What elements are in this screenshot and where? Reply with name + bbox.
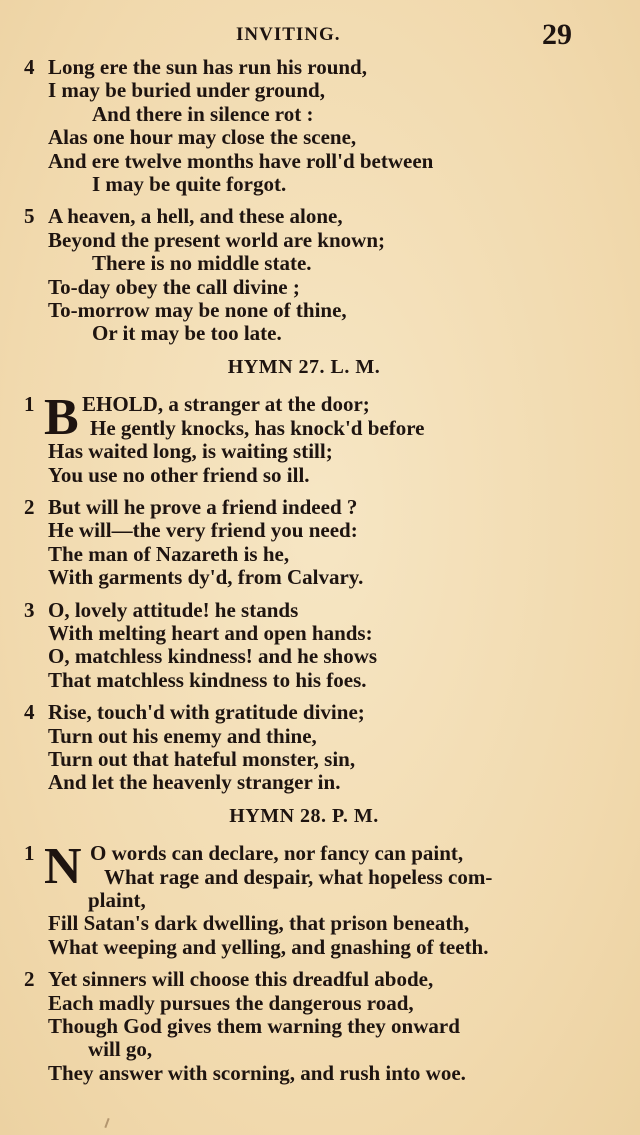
verse-line: To-morrow may be none of thine,: [48, 298, 347, 323]
verse-line: He gently knocks, has knock'd before: [90, 415, 425, 440]
verse-line: And let the heavenly stranger in.: [48, 770, 341, 795]
running-head: INVITING.: [236, 24, 341, 45]
verse-line: I may be quite forgot.: [92, 172, 287, 197]
verse-line: Turn out his enemy and thine,: [48, 723, 317, 748]
stanza-number: 3: [24, 597, 35, 622]
stanza-number: 1: [24, 841, 35, 866]
hymn-27-stanza-4: [24, 701, 584, 795]
verse-line: With garments dy'd, from Calvary.: [48, 565, 364, 590]
stanza-number: 4: [24, 700, 35, 725]
verse-line: Turn out that hateful monster, sin,: [48, 746, 356, 771]
stanza-4-prev-hymn: [24, 56, 584, 196]
ink-mark: [104, 1118, 109, 1128]
verse-line: What rage and despair, what hopeless com-: [104, 864, 493, 889]
verse-line: They answer with scorning, and rush into woe.: [48, 1060, 466, 1085]
stanza-5-prev-hymn: [24, 205, 584, 345]
verse-line: With melting heart and open hands:: [48, 620, 373, 645]
verse-line: 2 But will he prove a friend indeed ?: [24, 494, 358, 519]
page-number: 29: [542, 18, 572, 51]
verse-line: plaint,: [88, 888, 146, 912]
verse-line: To-day obey the call divine ;: [48, 274, 300, 299]
hymn-27-stanza-2: [24, 496, 584, 590]
verse-line: I may be buried under ground,: [48, 78, 325, 103]
verse-line: What weeping and yelling, and gnashing of teeth.: [48, 934, 489, 959]
verse-line: That matchless kindness to his foes.: [48, 667, 367, 692]
verse-line: 3 O, lovely attitude! he stands: [24, 597, 299, 622]
hymn-28-stanza-1: [24, 838, 584, 959]
verse-line: 4 Long ere the sun has run his round,: [24, 55, 367, 79]
hymn-28-title: HYMN 28. P. M.: [229, 804, 379, 827]
verse-line: Each madly pursues the dangerous road,: [48, 990, 414, 1015]
verse-line: Alas one hour may close the scene,: [48, 125, 357, 150]
verse-line: Has waited long, is waiting still;: [48, 439, 333, 464]
stanza-number: 2: [24, 967, 35, 992]
verse-line: 2 Yet sinners will choose this dreadful abode,: [24, 967, 434, 992]
verse-line: O, matchless kindness! and he shows: [48, 644, 378, 669]
hymn-28-stanza-2: [24, 968, 584, 1085]
verse-line: Fill Satan's dark dwelling, that prison beneath,: [48, 911, 470, 936]
verse-line: You use no other friend so ill.: [48, 462, 310, 487]
stanza-number: 5: [24, 204, 35, 229]
stanza-number: 2: [24, 494, 35, 519]
hymn-27-stanza-3: [24, 599, 584, 693]
verse-line: EHOLD, a stranger at the door;: [82, 392, 370, 417]
verse-line: will go,: [88, 1037, 153, 1062]
verse-line: He will—the very friend you need:: [48, 518, 358, 543]
verse-line: Beyond the present world are known;: [48, 227, 385, 252]
verse-line: And ere twelve months have roll'd between: [48, 148, 434, 173]
stanza-number: 1: [24, 392, 35, 417]
hymn-27-stanza-1: [24, 389, 584, 487]
stanza-number: 4: [24, 55, 35, 79]
verse-line: Though God gives them warning they onward: [48, 1014, 460, 1039]
page-header: [0, 16, 640, 56]
verse-line: And there in silence rot :: [92, 101, 314, 126]
verse-line: There is no middle state.: [92, 251, 312, 276]
verse-line: Or it may be too late.: [92, 321, 282, 346]
hymn-27-title: HYMN 27. L. M.: [227, 355, 381, 378]
verse-line: O words can declare, nor fancy can paint,: [90, 841, 464, 866]
drop-cap: N: [44, 838, 82, 896]
verse-line: 5 A heaven, a hell, and these alone,: [24, 204, 343, 229]
drop-cap: B: [44, 389, 79, 447]
verse-line: 4 Rise, touch'd with gratitude divine;: [24, 700, 365, 725]
verse-line: The man of Nazareth is he,: [48, 541, 290, 566]
page-content: [24, 56, 584, 1094]
